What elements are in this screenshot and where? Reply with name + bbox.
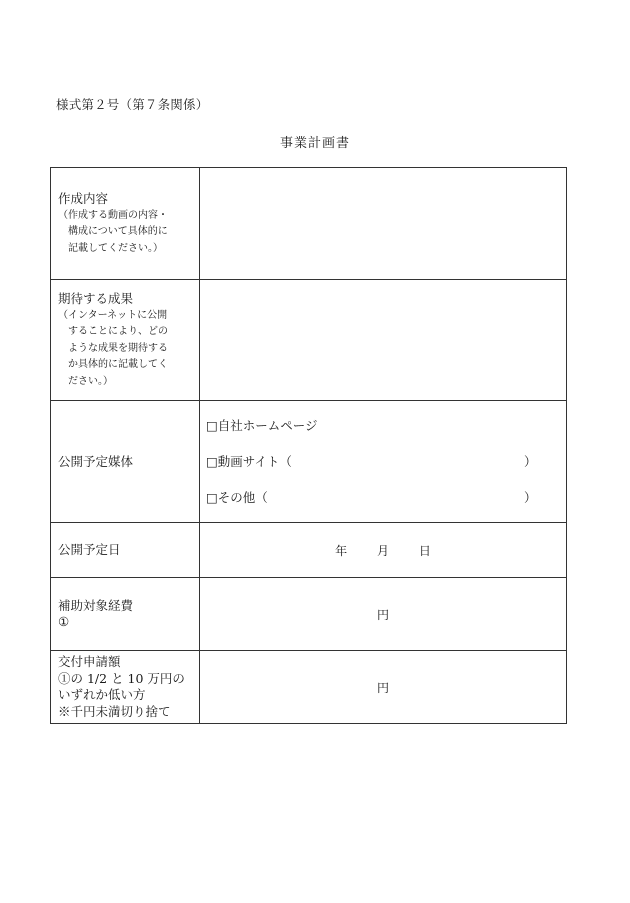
media-option-label: □その他（ (206, 489, 268, 505)
form-number: 様式第２号（第７条関係） (56, 97, 209, 112)
plan-table (50, 167, 567, 724)
table-row-grant (51, 651, 567, 724)
content-note-line: （作成する動画の内容・ (58, 209, 168, 221)
media-option-other[interactable] (206, 488, 566, 508)
outcome-label-cell (51, 280, 200, 401)
cost-label-line: 補助対象経費 (58, 597, 134, 613)
outcome-note-line: （インターネットに公開 (58, 309, 168, 321)
media-option-close-paren: ） (524, 489, 537, 505)
date-label-cell (51, 523, 200, 578)
content-note-line: 構成について具体的に (68, 226, 168, 238)
content-label-cell (51, 168, 200, 280)
table-row-outcome (51, 280, 567, 401)
content-input-cell[interactable] (200, 168, 567, 280)
table-row-cost (51, 578, 567, 651)
grant-label-line: いずれか低い方 (58, 687, 146, 702)
cost-label-line: ① (58, 614, 70, 629)
outcome-note-line: ださい。） (68, 375, 113, 387)
media-option-video-site[interactable] (206, 452, 566, 472)
outcome-note-line: ような成果を期待する (68, 342, 168, 354)
outcome-input-cell[interactable] (200, 280, 567, 401)
content-label: 作成内容 (58, 190, 109, 206)
month-unit: 月 (376, 543, 389, 558)
media-option-close-paren: ） (524, 453, 537, 469)
media-options-cell (200, 401, 567, 523)
table-row-media (51, 401, 567, 523)
grant-label-line: ※千円未満切り捨て (58, 703, 171, 719)
media-label: 公開予定媒体 (58, 453, 134, 469)
table-row-content (51, 168, 567, 280)
date-label: 公開予定日 (58, 542, 121, 557)
outcome-note-line: することにより、どの (68, 326, 168, 338)
document-title: 事業計画書 (279, 136, 350, 151)
media-option-own-site[interactable] (206, 416, 566, 436)
cost-input-cell[interactable] (200, 578, 567, 651)
media-label-cell (51, 401, 200, 523)
table-row-date (51, 523, 567, 578)
outcome-note (58, 308, 199, 391)
date-input-cell[interactable] (200, 523, 567, 578)
media-option-label: □自社ホームページ (206, 417, 318, 433)
day-unit: 日 (418, 543, 431, 558)
media-option-label: □動画サイト（ (206, 453, 292, 469)
grant-label-line: ①の 1/2 と 10 万円の (58, 670, 185, 686)
grant-label-line: 交付申請額 (58, 654, 121, 669)
cost-unit: 円 (376, 607, 389, 622)
grant-input-cell[interactable] (200, 651, 567, 724)
cost-label-cell (51, 578, 200, 651)
year-unit: 年 (335, 543, 348, 558)
grant-unit: 円 (376, 680, 389, 695)
content-note-line: 記載してください。） (68, 242, 163, 254)
outcome-note-line: か具体的に記載してく (68, 359, 168, 371)
content-note (58, 208, 199, 258)
outcome-label: 期待する成果 (58, 290, 134, 306)
grant-label-cell (51, 651, 200, 724)
